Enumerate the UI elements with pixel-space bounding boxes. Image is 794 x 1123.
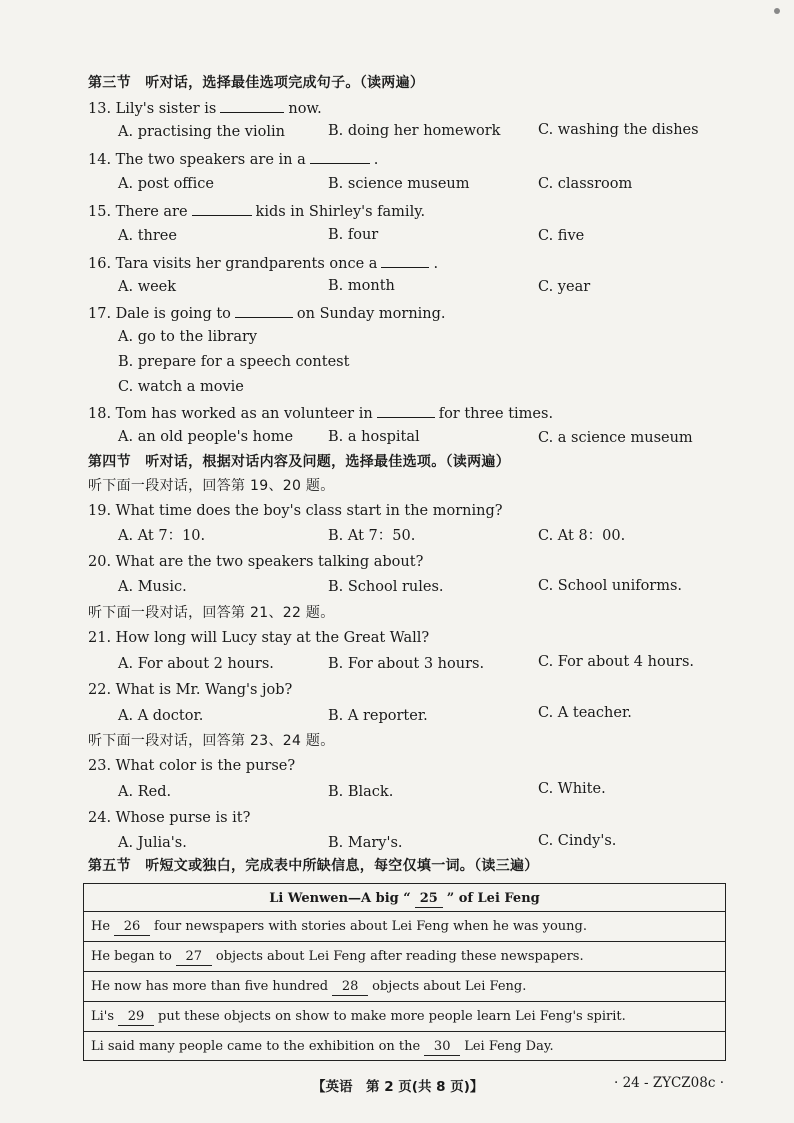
- table-title-post: ” of Lei Feng: [446, 891, 540, 906]
- q23-option-a: A. Red.: [118, 784, 172, 800]
- blank-29: 29: [118, 1009, 154, 1026]
- q16-option-c: C. year: [538, 279, 591, 295]
- question-13: [88, 98, 322, 118]
- q21-option-b: B. For about 3 hours.: [328, 656, 485, 672]
- q18-option-c: C. a science museum: [538, 430, 693, 446]
- q23-option-b: B. Black.: [328, 784, 394, 800]
- row-post: put these objects on show to make more people learn Lei Feng's spirit.: [158, 1009, 626, 1024]
- blank-27: 27: [176, 949, 212, 966]
- row-pre: He began to: [91, 949, 172, 964]
- q21-option-a: A. For about 2 hours.: [118, 656, 274, 672]
- section3-heading: 第三节 听对话，选择最佳选项完成句子。（读两遍）: [88, 75, 425, 91]
- row-pre: He now has more than five hundred: [91, 979, 329, 994]
- q17-option-c: C. watch a movie: [118, 379, 244, 395]
- q13-post: now.: [288, 101, 322, 117]
- question-20: 20. What are the two speakers talking about?: [88, 554, 424, 570]
- q16-post: .: [433, 256, 439, 272]
- question-14: [88, 149, 378, 169]
- row-pre: He: [91, 919, 111, 934]
- q14-pre: 14. The two speakers are in a: [88, 152, 306, 168]
- q23-option-c: C. White.: [538, 781, 606, 797]
- q24-option-b: B. Mary's.: [328, 835, 403, 851]
- q20-option-a: A. Music.: [118, 579, 187, 595]
- section4-instruction-1: 听下面一段对话，回答第 19、20 题。: [88, 478, 335, 494]
- section4-instruction-3: 听下面一段对话，回答第 23、24 题。: [88, 733, 335, 749]
- q18-post: for three times.: [438, 406, 554, 422]
- q14-post: .: [373, 152, 379, 168]
- row-text: [91, 949, 584, 966]
- q20-option-c: C. School uniforms.: [538, 578, 683, 594]
- paper-code: · 24 - ZYCZ08c ·: [614, 1075, 724, 1091]
- answer-blank: [310, 149, 370, 164]
- row-text: [91, 1039, 554, 1056]
- q13-pre: 13. Lily's sister is: [88, 101, 217, 117]
- table-title-row: [84, 884, 725, 912]
- row-pre: Li's: [91, 1009, 115, 1024]
- question-21: 21. How long will Lucy stay at the Great Wall?: [88, 630, 430, 646]
- blank-26: 26: [114, 919, 150, 936]
- row-post: four newspapers with stories about Lei Feng when he was young.: [154, 919, 587, 934]
- question-19: 19. What time does the boy's class start in the morning?: [88, 503, 503, 519]
- answer-blank: [235, 303, 293, 318]
- table-row: [84, 942, 725, 972]
- q15-option-c: C. five: [538, 228, 585, 244]
- section4-heading: 第四节 听对话，根据对话内容及问题，选择最佳选项。（读两遍）: [88, 454, 510, 470]
- table-row: [84, 972, 725, 1002]
- q17-option-b: B. prepare for a speech contest: [118, 354, 350, 370]
- blank-30: 30: [424, 1039, 460, 1056]
- question-16: [88, 253, 438, 273]
- question-17: [88, 303, 446, 323]
- q17-option-a: A. go to the library: [118, 329, 258, 345]
- q15-option-a: A. three: [118, 228, 177, 244]
- row-text: [91, 1009, 626, 1026]
- table-row: [84, 1032, 725, 1060]
- q16-option-b: B. month: [328, 278, 395, 294]
- answer-blank: [192, 201, 252, 216]
- q19-option-b: B. At 7：50.: [328, 528, 416, 544]
- answer-blank: [220, 98, 284, 113]
- q15-post: kids in Shirley's family.: [255, 204, 426, 220]
- info-table: [83, 883, 726, 1061]
- q22-option-c: C. A teacher.: [538, 705, 632, 721]
- table-title: [84, 891, 725, 908]
- question-24: 24. Whose purse is it?: [88, 810, 251, 826]
- answer-blank: [377, 403, 435, 418]
- q21-option-c: C. For about 4 hours.: [538, 654, 694, 670]
- section5-heading: 第五节 听短文或独白，完成表中所缺信息，每空仅填一词。（读三遍）: [88, 858, 539, 874]
- q22-option-b: B. A reporter.: [328, 708, 428, 724]
- q19-option-a: A. At 7：10.: [118, 528, 206, 544]
- q13-option-c: C. washing the dishes: [538, 122, 699, 138]
- q13-option-b: B. doing her homework: [328, 123, 501, 139]
- q16-option-a: A. week: [118, 279, 177, 295]
- q24-option-a: A. Julia's.: [118, 835, 187, 851]
- scan-mark: [774, 8, 780, 14]
- table-row: [84, 1002, 725, 1032]
- q17-post: on Sunday morning.: [296, 306, 446, 322]
- q16-pre: 16. Tara visits her grandparents once a: [88, 256, 378, 272]
- q14-option-b: B. science museum: [328, 176, 470, 192]
- q22-option-a: A. A doctor.: [118, 708, 204, 724]
- q14-option-c: C. classroom: [538, 176, 633, 192]
- q14-option-a: A. post office: [118, 176, 214, 192]
- q15-pre: 15. There are: [88, 204, 188, 220]
- row-post: objects about Lei Feng.: [372, 979, 527, 994]
- q15-option-b: B. four: [328, 227, 379, 243]
- row-post: objects about Lei Feng after reading these newspapers.: [215, 949, 584, 964]
- q17-pre: 17. Dale is going to: [88, 306, 231, 322]
- q18-option-b: B. a hospital: [328, 429, 420, 445]
- question-23: 23. What color is the purse?: [88, 758, 296, 774]
- question-22: 22. What is Mr. Wang's job?: [88, 682, 293, 698]
- row-text: [91, 919, 587, 936]
- blank-28: 28: [332, 979, 368, 996]
- section4-instruction-2: 听下面一段对话，回答第 21、22 题。: [88, 605, 335, 621]
- q18-option-a: A. an old people's home: [118, 429, 294, 445]
- answer-blank: [381, 253, 429, 268]
- row-text: [91, 979, 526, 996]
- question-15: [88, 201, 425, 221]
- q18-pre: 18. Tom has worked as an volunteer in: [88, 406, 373, 422]
- q19-option-c: C. At 8：00.: [538, 528, 626, 544]
- table-row: [84, 912, 725, 942]
- row-post: Lei Feng Day.: [464, 1039, 554, 1054]
- q24-option-c: C. Cindy's.: [538, 833, 617, 849]
- blank-25: 25: [415, 891, 443, 908]
- page-footer: 【英语 第 2 页(共 8 页)】: [312, 1079, 484, 1095]
- q13-option-a: A. practising the violin: [118, 124, 285, 140]
- q20-option-b: B. School rules.: [328, 579, 444, 595]
- question-18: [88, 403, 553, 423]
- table-title-pre: Li Wenwen—A big “: [269, 891, 411, 906]
- row-pre: Li said many people came to the exhibition on the: [91, 1039, 421, 1054]
